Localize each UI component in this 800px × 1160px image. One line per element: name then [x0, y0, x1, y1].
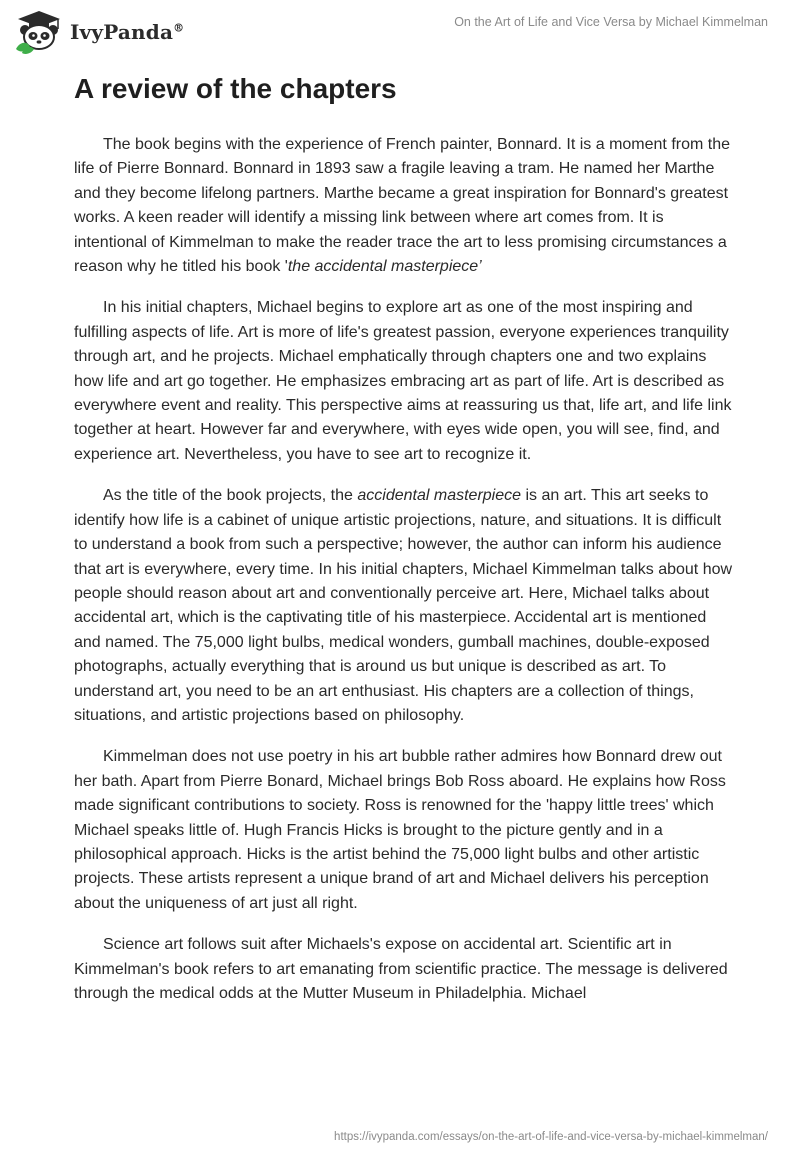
panda-mascot-icon [14, 9, 64, 55]
paragraph [74, 296, 734, 467]
source-url[interactable]: https://ivypanda.com/essays/on-the-art-of-life-and-vice-versa-by-michael-kimmelman/ [334, 1131, 768, 1143]
paragraph-text: Science art follows suit after Michaels's expose on accidental art. Scientific art in Kimmelman's book refers to art emanating from scientific practice. The message is delivered through the medical odds at the Mutter Museum in Philadelphia. Michael [74, 936, 728, 1002]
logo-text: IvyPanda [70, 20, 174, 44]
ivypanda-logo[interactable] [14, 9, 184, 55]
page-header [0, 0, 800, 64]
essay-body [74, 133, 734, 1023]
paragraph [74, 933, 734, 1006]
paragraph-text: In his initial chapters, Michael begins to explore art as one of the most inspiring and fulfilling aspects of life. Art is more of life's greatest passion, everyone experiences tranquility through art, and he projects. Michael emphatically through chapters one and two explains how life and art go together. He emphasizes embracing art as part of life. Art is described as everywhere event and reality. This perspective aims at reassuring us that, life art, and life link together at heart. However far and everywhere, with eyes wide open, you will see, find, and experience art. Nevertheless, you have to see art to recognize it. [74, 299, 732, 463]
paragraph [74, 745, 734, 916]
book-title-emphasis: accidental masterpiece [357, 487, 522, 505]
book-title-emphasis: the accidental masterpiece’ [287, 258, 482, 276]
logo-wordmark [70, 20, 184, 44]
paragraph-text: Kimmelman does not use poetry in his art bubble rather admires how Bonnard drew out her bath. Apart from Pierre Bonard, Michael brings Bob Ross aboard. He explains how Ross made significant contributions to society. Ross is renowned for the 'happy little trees' which Michael speaks little of. Hugh Francis Hicks is brought to the picture gently and in a philosophical approach. Hicks is the artist behind the 75,000 light bulbs and other artistic projects. These artists represent a unique brand of art and Michael delivers his perception about the uniqueness of art just all right. [74, 748, 726, 912]
registered-mark: ® [173, 21, 185, 35]
paragraph-text: The book begins with the experience of French painter, Bonnard. It is a moment from the life of Pierre Bonnard. Bonnard in 1893 saw a fragile leaving a tram. He named her Marthe and they become lifelong partners. Marthe became a great inspiration for Bonnard's greatest works. A keen reader will identify a missing link between where art comes from. It is intentional of Kimmelman to make the reader trace the art to less promising circumstances a reason why he titled his book ' [74, 136, 731, 276]
paragraph-text: As the title of the book projects, the [103, 487, 358, 505]
paragraph [74, 133, 734, 279]
document-title: On the Art of Life and Vice Versa by Michael Kimmelman [454, 15, 768, 29]
section-heading: A review of the chapters [74, 73, 397, 104]
paragraph [74, 484, 734, 728]
paragraph-text-after: is an art. This art seeks to identify how life is a cabinet of unique artistic projections, nature, and situations. It is difficult to understand a book from such a perspective; however, the author can inform his audience that art is everywhere, every time. In his initial chapters, Michael Kimmelman talks about how people should reason about art and conventionally perceive art. Here, Michael talks about accidental art, which is the captivating title of his masterpiece. Accidental art is mentioned and named. The 75,000 light bulbs, medical wonders, gumball machines, double-exposed photographs, actually everything that is around us but unique is described as art. To understand art, you need to be an art enthusiast. His chapters are a collection of things, situations, and artistic projections based on philosophy. [74, 487, 733, 724]
